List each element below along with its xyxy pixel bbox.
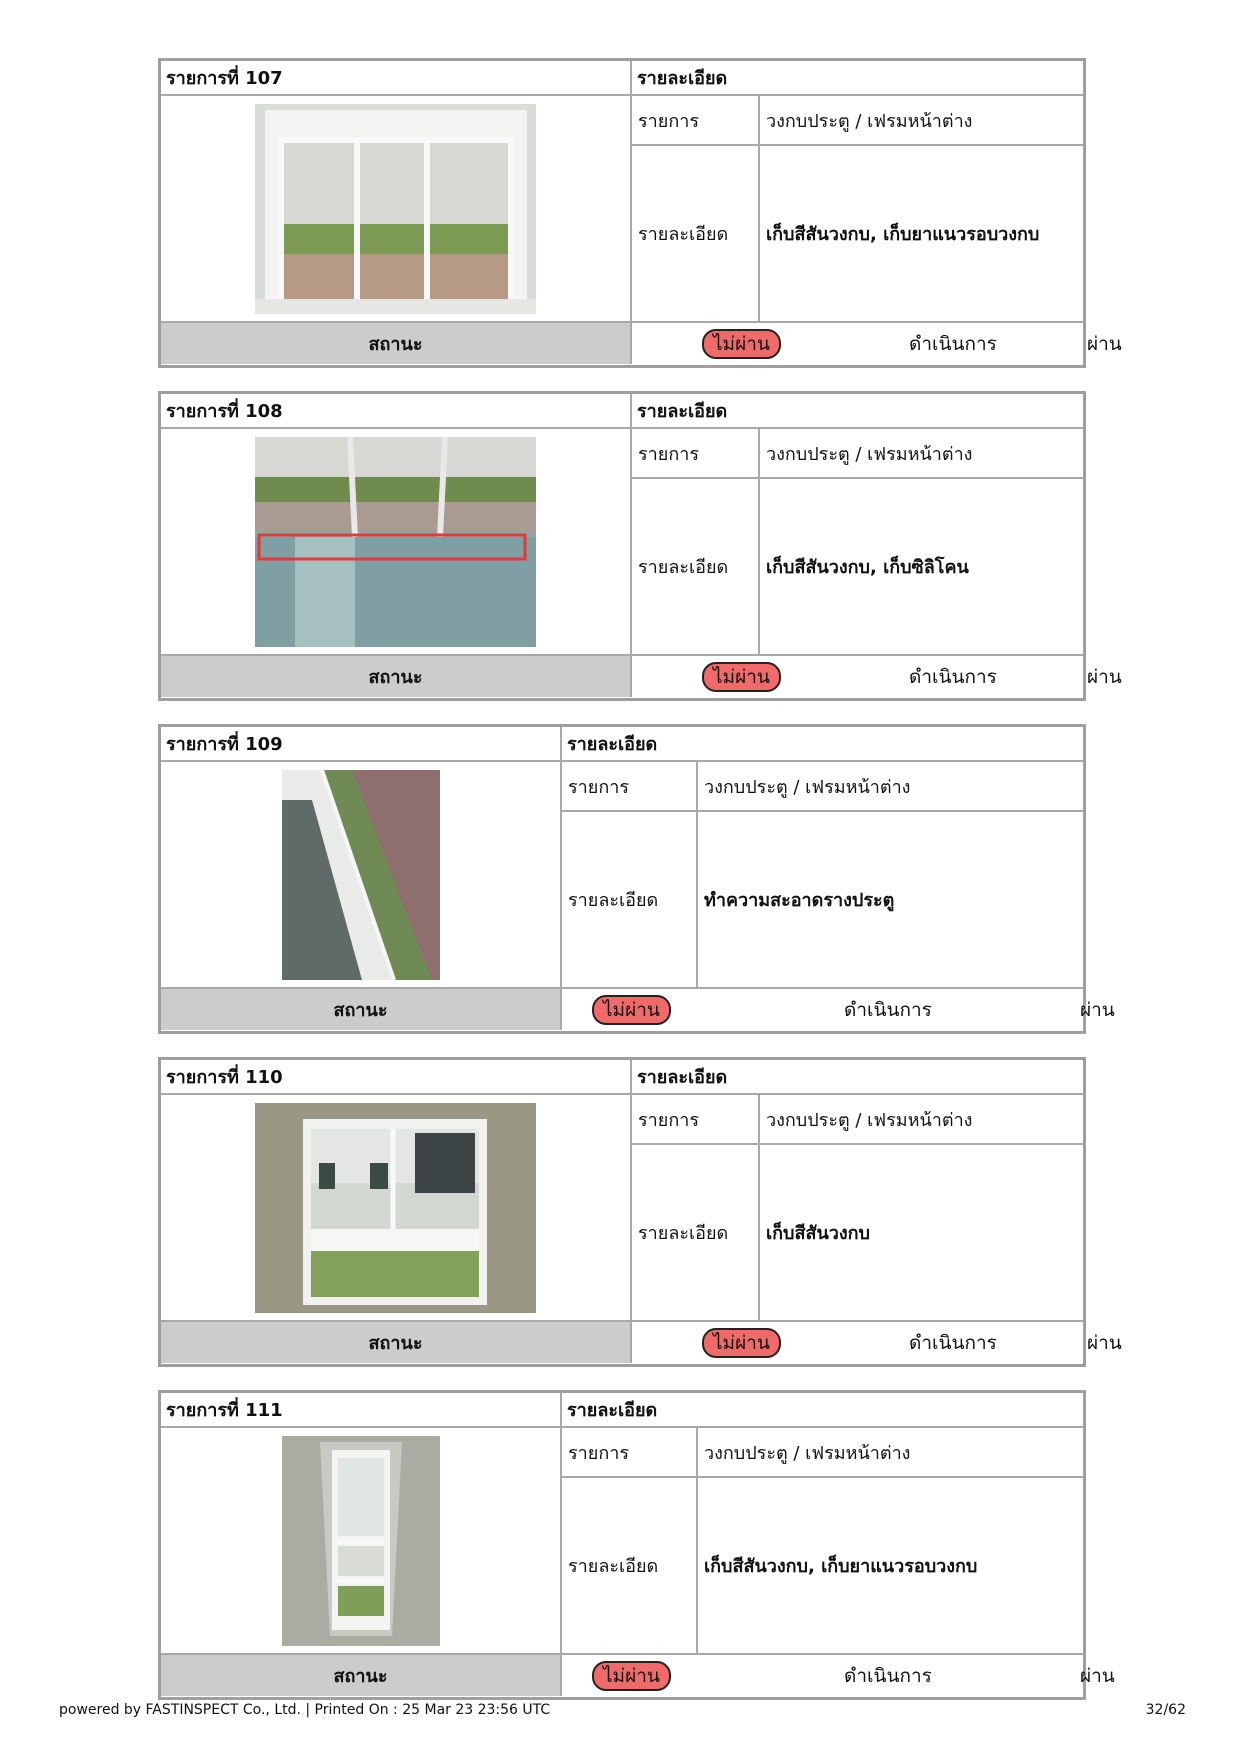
detail-header: รายละเอียด — [631, 1060, 1083, 1094]
detail-label: รายละเอียด — [631, 1144, 759, 1321]
status-inprogress-option[interactable]: ดำเนินการ — [909, 332, 997, 355]
item-label: รายการ — [561, 1427, 697, 1477]
status-inprogress-option[interactable]: ดำเนินการ — [909, 665, 997, 688]
status-fail-option[interactable]: ไม่ผ่าน — [702, 329, 781, 359]
footer-credit: powered by FASTINSPECT Co., Ltd. | Printed On : 25 Mar 23 23:56 UTC — [59, 1702, 551, 1718]
inspection-photo[interactable] — [255, 1103, 536, 1313]
status-pass-option[interactable]: ผ่าน — [1087, 665, 1122, 688]
status-fail-option[interactable]: ไม่ผ่าน — [702, 662, 781, 692]
photo-cell — [161, 428, 631, 655]
item-label: รายการ — [631, 95, 759, 145]
item-label: รายการ — [631, 428, 759, 478]
inspection-item — [158, 1057, 1122, 1367]
status-inprogress-option[interactable]: ดำเนินการ — [909, 1331, 997, 1354]
inspection-item — [158, 724, 1115, 1034]
status-pass-option[interactable]: ผ่าน — [1080, 998, 1115, 1021]
item-title: รายการที่ 107 — [161, 61, 631, 95]
detail-label: รายละเอียด — [631, 478, 759, 655]
status-inprogress-option[interactable]: ดำเนินการ — [844, 1664, 932, 1687]
detail-value: เก็บสีสันวงกบ — [759, 1144, 1083, 1321]
status-inprogress-option[interactable]: ดำเนินการ — [844, 998, 932, 1021]
status-options — [631, 322, 1122, 364]
photo-cell — [161, 95, 631, 322]
detail-value: เก็บสีสันวงกบ, เก็บซิลิโคน — [759, 478, 1083, 655]
item-value: วงกบประตู / เฟรมหน้าต่าง — [697, 1427, 1083, 1477]
status-pass-option[interactable]: ผ่าน — [1087, 1331, 1122, 1354]
inspection-photo[interactable] — [255, 104, 536, 314]
status-pass-option[interactable]: ผ่าน — [1087, 332, 1122, 355]
inspection-item — [158, 1390, 1115, 1700]
detail-header: รายละเอียด — [631, 394, 1083, 428]
status-options — [631, 655, 1122, 697]
status-label: สถานะ — [161, 1654, 561, 1696]
photo-cell — [161, 1094, 631, 1321]
status-fail-option[interactable]: ไม่ผ่าน — [592, 1661, 671, 1691]
status-label: สถานะ — [161, 1321, 631, 1363]
detail-value: เก็บสีสันวงกบ, เก็บยาแนวรอบวงกบ — [697, 1477, 1083, 1654]
detail-value: ทำความสะอาดรางประตู — [697, 811, 1083, 988]
item-label: รายการ — [631, 1094, 759, 1144]
detail-label: รายละเอียด — [631, 145, 759, 322]
status-label: สถานะ — [161, 655, 631, 697]
detail-header: รายละเอียด — [561, 1393, 1083, 1427]
item-title: รายการที่ 109 — [161, 727, 561, 761]
detail-label: รายละเอียด — [561, 811, 697, 988]
photo-cell — [161, 1427, 561, 1654]
status-fail-option[interactable]: ไม่ผ่าน — [592, 995, 671, 1025]
item-value: วงกบประตู / เฟรมหน้าต่าง — [759, 95, 1083, 145]
item-title: รายการที่ 110 — [161, 1060, 631, 1094]
status-options — [561, 988, 1115, 1030]
inspection-photo[interactable] — [282, 770, 440, 980]
inspection-photo[interactable] — [282, 1436, 440, 1646]
item-value: วงกบประตู / เฟรมหน้าต่าง — [697, 761, 1083, 811]
detail-label: รายละเอียด — [561, 1477, 697, 1654]
item-title: รายการที่ 108 — [161, 394, 631, 428]
inspection-photo[interactable] — [255, 437, 536, 647]
status-label: สถานะ — [161, 322, 631, 364]
photo-cell — [161, 761, 561, 988]
status-label: สถานะ — [161, 988, 561, 1030]
item-title: รายการที่ 111 — [161, 1393, 561, 1427]
detail-header: รายละเอียด — [631, 61, 1083, 95]
detail-header: รายละเอียด — [561, 727, 1083, 761]
status-options — [561, 1654, 1115, 1696]
inspection-item — [158, 58, 1122, 368]
inspection-item — [158, 391, 1122, 701]
status-options — [631, 1321, 1122, 1363]
status-fail-option[interactable]: ไม่ผ่าน — [702, 1328, 781, 1358]
item-value: วงกบประตู / เฟรมหน้าต่าง — [759, 428, 1083, 478]
status-pass-option[interactable]: ผ่าน — [1080, 1664, 1115, 1687]
page-number: 32/62 — [1145, 1702, 1186, 1718]
item-label: รายการ — [561, 761, 697, 811]
detail-value: เก็บสีสันวงกบ, เก็บยาแนวรอบวงกบ — [759, 145, 1083, 322]
item-value: วงกบประตู / เฟรมหน้าต่าง — [759, 1094, 1083, 1144]
